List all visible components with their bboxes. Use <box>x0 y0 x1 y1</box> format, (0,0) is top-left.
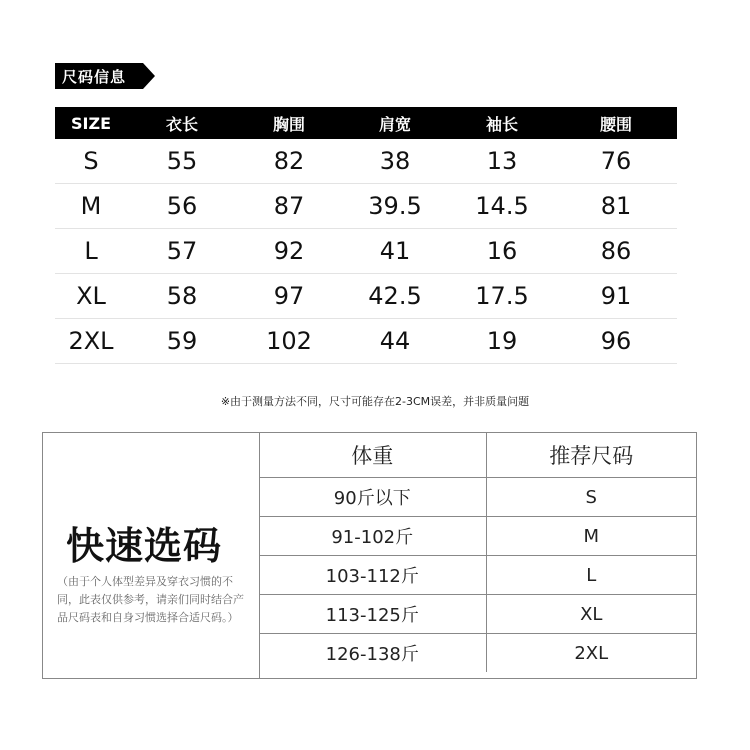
table-row <box>259 634 696 673</box>
sleeve-cell: 14.5 <box>449 184 555 229</box>
table-row <box>259 556 696 595</box>
length-cell: 57 <box>127 229 237 274</box>
table-row <box>259 478 696 517</box>
shoulder-header: 肩宽 <box>341 107 449 139</box>
weight-cell: 126-138斤 <box>325 644 419 665</box>
sleeve-cell: 17.5 <box>449 274 555 319</box>
waist-cell: 96 <box>555 319 677 364</box>
waist-cell: 81 <box>555 184 677 229</box>
table-row <box>259 595 696 634</box>
chest-cell: 92 <box>237 229 341 274</box>
table-row <box>55 139 677 184</box>
section-label: 尺码信息 <box>62 68 127 86</box>
sleeve-header: 袖长 <box>449 107 555 139</box>
recommended-size-header: 推荐尺码 <box>486 433 696 478</box>
weight-cell: 113-125斤 <box>259 595 486 634</box>
table-row <box>55 184 677 229</box>
size-cell: 2XL <box>55 319 127 364</box>
length-cell: 58 <box>127 274 237 319</box>
waist-cell: 91 <box>555 274 677 319</box>
size-cell: XL <box>55 274 127 319</box>
size-table <box>55 107 677 364</box>
weight-header: 体重 <box>259 433 486 478</box>
size-header: SIZE <box>55 107 127 139</box>
waist-cell: 86 <box>555 229 677 274</box>
shoulder-cell: 42.5 <box>341 274 449 319</box>
sleeve-cell: 16 <box>449 229 555 274</box>
recommended-size-cell: L <box>486 556 696 595</box>
weight-cell: 90斤以下 <box>259 478 486 517</box>
recommendation-table <box>259 433 696 672</box>
table-row <box>55 229 677 274</box>
size-cell: S <box>55 139 127 184</box>
recommended-size-cell: S <box>486 478 696 517</box>
table-row <box>55 319 677 364</box>
chest-cell: 82 <box>237 139 341 184</box>
quick-select-panel <box>42 432 697 679</box>
size-table-header-row <box>55 107 677 139</box>
quick-select-description: （由于个人体型差异及穿衣习惯的不同，此表仅供参考，请亲们同时结合产品尺码表和自身习惯选择合适尺码。） <box>57 575 244 624</box>
sleeve-cell: 19 <box>449 319 555 364</box>
section-label-tag <box>55 63 155 89</box>
table-row <box>55 274 677 319</box>
length-cell: 56 <box>127 184 237 229</box>
size-cell: L <box>55 229 127 274</box>
waist-header: 腰围 <box>555 107 677 139</box>
recommended-size-cell: XL <box>486 595 696 634</box>
chest-cell: 102 <box>237 319 341 364</box>
weight-cell: 91-102斤 <box>259 517 486 556</box>
chest-header: 胸围 <box>237 107 341 139</box>
length-cell: 59 <box>127 319 237 364</box>
table-row <box>259 517 696 556</box>
waist-cell: 76 <box>555 139 677 184</box>
recommended-size-cell: M <box>486 517 696 556</box>
quick-select-info <box>43 433 260 678</box>
length-header: 衣长 <box>127 107 237 139</box>
quick-select-title: 快速选码 <box>66 524 223 568</box>
shoulder-cell: 41 <box>341 229 449 274</box>
recommended-size-cell: 2XL <box>486 634 696 673</box>
measurement-note: ※由于测量方法不同，尺寸可能存在2-3CM误差，并非质量问题 <box>220 395 530 408</box>
sleeve-cell: 13 <box>449 139 555 184</box>
length-cell: 55 <box>127 139 237 184</box>
weight-cell: 103-112斤 <box>259 556 486 595</box>
recommendation-header-row <box>259 433 696 478</box>
chest-cell: 87 <box>237 184 341 229</box>
shoulder-cell: 44 <box>341 319 449 364</box>
size-cell: M <box>55 184 127 229</box>
shoulder-cell: 39.5 <box>341 184 449 229</box>
chest-cell: 97 <box>237 274 341 319</box>
shoulder-cell: 38 <box>341 139 449 184</box>
